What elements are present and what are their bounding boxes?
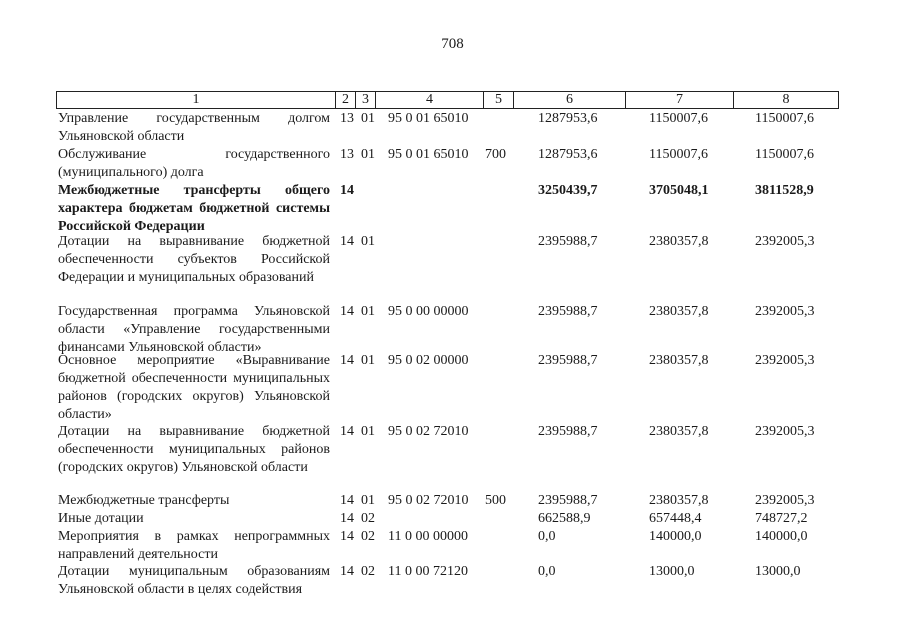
row-value-col7: 140000,0 [649,529,702,544]
row-target-code: 95 0 00 00000 [388,304,469,319]
row-value-col8: 2392005,3 [755,424,815,439]
row-value-col8: 2392005,3 [755,493,815,508]
row-name: Основное мероприятие «Выравнивание бюджетной обеспеченности муниципальных районов (городских округов) Ульяновской области» [58,353,330,422]
row-target-code: 95 0 02 00000 [388,353,469,368]
header-col-3: 3 [355,92,375,108]
row-value-col7: 2380357,8 [649,424,709,439]
row-name: Управление государственным долгом Ульяновской области [58,111,330,144]
row-section: 14 [340,493,354,508]
header-col-8: 8 [733,92,838,108]
row-target-code: 11 0 00 00000 [388,529,468,544]
row-value-col7: 657448,4 [649,511,702,526]
header-col-2: 2 [335,92,355,108]
row-value-col6: 2395988,7 [538,304,598,319]
row-expense-type: 700 [485,147,506,162]
row-subsection: 02 [361,529,375,544]
row-value-col8: 3811528,9 [755,183,814,198]
row-section: 14 [340,511,354,526]
row-name: Межбюджетные трансферты [58,493,230,508]
row-value-col8: 1150007,6 [755,147,814,162]
header-col-4: 4 [375,92,483,108]
row-target-code: 11 0 00 72120 [388,564,468,579]
row-subsection: 01 [361,234,375,249]
row-section: 14 [340,234,354,249]
row-value-col8: 13000,0 [755,564,801,579]
row-value-col7: 2380357,8 [649,304,709,319]
row-name: Дотации на выравнивание бюджетной обеспеченности субъектов Российской Федерации и муниципальных образований [58,234,330,285]
row-section: 14 [340,529,354,544]
row-value-col7: 13000,0 [649,564,695,579]
row-subsection: 01 [361,147,375,162]
header-col-6: 6 [513,92,625,108]
table-header [56,91,839,109]
header-col-1: 1 [192,92,200,107]
row-value-col6: 662588,9 [538,511,591,526]
row-value-col6: 2395988,7 [538,493,598,508]
page-number: 708 [441,36,464,52]
row-section: 14 [340,183,354,198]
row-name: Дотации муниципальным образованиям Ульяновской области в целях содействия [58,564,330,597]
row-section: 14 [340,353,354,368]
row-target-code: 95 0 02 72010 [388,493,469,508]
row-subsection: 02 [361,564,375,579]
row-value-col8: 2392005,3 [755,234,815,249]
row-value-col8: 1150007,6 [755,111,814,126]
row-value-col7: 2380357,8 [649,353,709,368]
row-section: 13 [340,147,354,162]
row-value-col7: 2380357,8 [649,234,709,249]
row-section: 13 [340,111,354,126]
row-name: Иные дотации [58,511,144,526]
row-value-col8: 748727,2 [755,511,808,526]
row-subsection: 01 [361,353,375,368]
row-expense-type: 500 [485,493,506,508]
row-target-code: 95 0 02 72010 [388,424,469,439]
header-col-5: 5 [483,92,513,108]
row-subsection: 02 [361,511,375,526]
row-value-col7: 3705048,1 [649,183,709,198]
row-section: 14 [340,564,354,579]
row-value-col6: 1287953,6 [538,147,598,162]
row-target-code: 95 0 01 65010 [388,147,469,162]
row-value-col8: 2392005,3 [755,353,815,368]
row-value-col7: 2380357,8 [649,493,709,508]
row-name: Мероприятия в рамках непрограммных направлений деятельности [58,529,330,562]
row-value-col8: 140000,0 [755,529,808,544]
row-name: Дотации на выравнивание бюджетной обеспеченности муниципальных районов (городских округов) Ульяновской области [58,424,330,475]
row-value-col6: 2395988,7 [538,234,598,249]
row-subsection: 01 [361,493,375,508]
row-value-col8: 2392005,3 [755,304,815,319]
row-value-col6: 2395988,7 [538,424,598,439]
row-value-col6: 3250439,7 [538,183,598,198]
row-value-col6: 0,0 [538,564,556,579]
row-value-col7: 1150007,6 [649,111,708,126]
header-col-7: 7 [625,92,733,108]
row-name: Межбюджетные трансферты общего характера бюджетам бюджетной системы Российской Федерации [58,183,330,234]
row-section: 14 [340,304,354,319]
row-value-col6: 2395988,7 [538,353,598,368]
row-value-col6: 0,0 [538,529,556,544]
row-value-col6: 1287953,6 [538,111,598,126]
row-section: 14 [340,424,354,439]
row-target-code: 95 0 01 65010 [388,111,469,126]
row-value-col7: 1150007,6 [649,147,708,162]
row-subsection: 01 [361,424,375,439]
row-subsection: 01 [361,304,375,319]
row-name: Государственная программа Ульяновской области «Управление государственными финансами Ульяновской области» [58,304,330,355]
row-subsection: 01 [361,111,375,126]
row-name: Обслуживание государственного (муниципального) долга [58,147,330,180]
